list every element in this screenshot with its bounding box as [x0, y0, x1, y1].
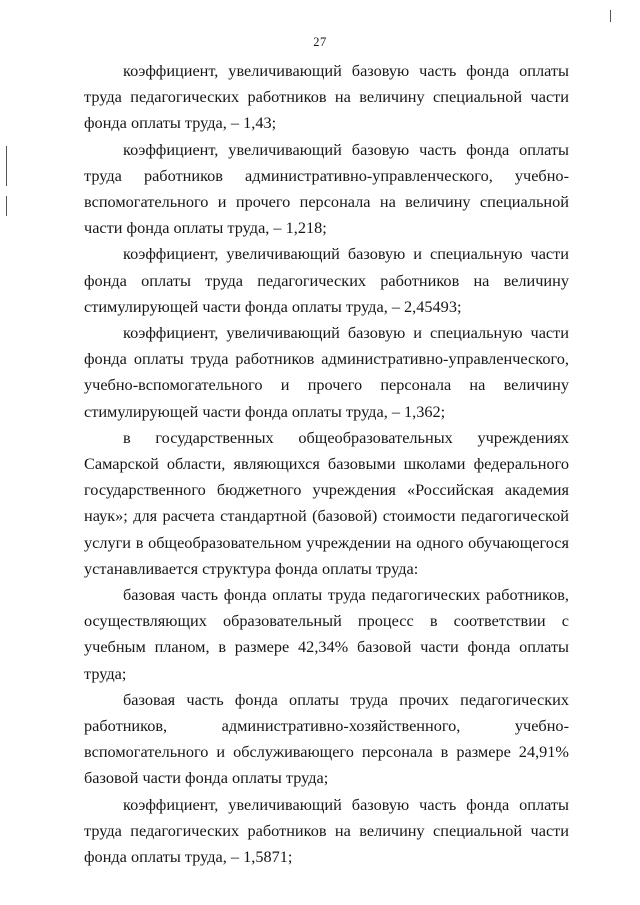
scan-edge-mark: [610, 10, 611, 22]
paragraph: коэффициент, увеличивающий базовую и специальную части фонда оплаты труда педагогических работников на величину стимулирующей части фонда оплаты труда, – 2,45493;: [84, 244, 569, 316]
paragraph: базовая часть фонда оплаты труда педагогических работников, осуществляющих образовательный процесс в соответствии с учебным планом, в размере 42,34% базовой части фонда оплаты труда;: [84, 585, 569, 683]
paragraph: коэффициент, увеличивающий базовую часть фонда оплаты труда педагогических работников на величину специальной части фонда оплаты труда, – 1,5871;: [84, 794, 569, 867]
paragraph: в государственных общеобразовательных учреждениях Самарской области, являющихся базовыми школами федерального государственного бюджетного учреждения «Российская академия наук»; для расчета стандартной (базовой) стоимости педагогической услуги в общеобразовательном учреждении на одного обучающегося устанавливается структура фонда оплаты труда:: [84, 427, 569, 578]
paragraph: базовая часть фонда оплаты труда прочих педагогических работников, административно-хозяйственного, учебно-вспомогательного и обслуживающего персонала в размере 24,91% базовой части фонда оплаты труда;: [84, 689, 569, 788]
document-body: [84, 58, 569, 870]
page-number: 27: [313, 35, 327, 49]
paragraph: коэффициент, увеличивающий базовую часть фонда оплаты труда педагогических работников на величину специальной части фонда оплаты труда, – 1,43;: [84, 61, 569, 133]
scan-edge-mark: [6, 196, 7, 216]
scan-edge-mark: [6, 146, 7, 186]
paragraph: коэффициент, увеличивающий базовую часть фонда оплаты труда работников административно-управленческого, учебно-вспомогательного и прочего персонала на величину специальной части фонда оплаты труда, – 1,218;: [84, 139, 569, 238]
paragraph: коэффициент, увеличивающий базовую и специальную части фонда оплаты труда работников административно-управленческого, учебно-вспомогательного и прочего персонала на величину стимулирующей части фонда оплаты труда, – 1,362;: [84, 323, 569, 421]
